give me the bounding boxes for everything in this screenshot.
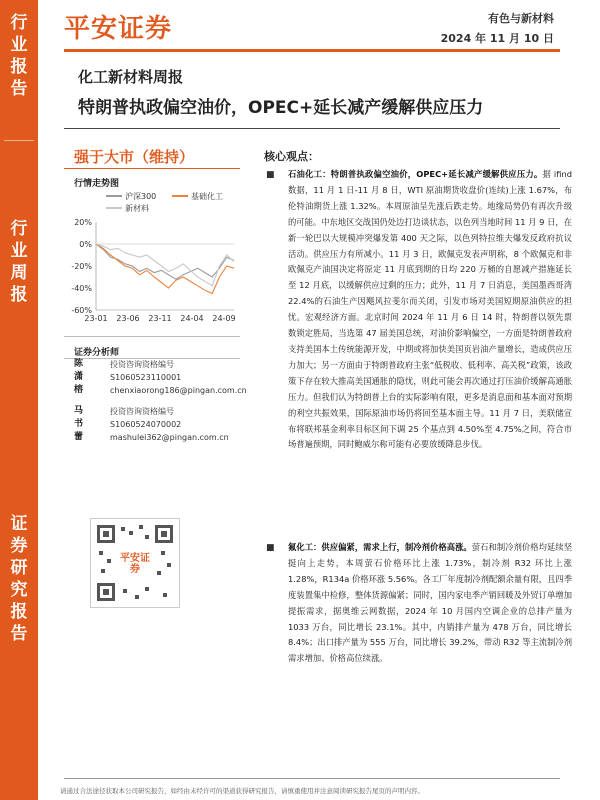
- paragraph-fluorochem-lead: 氟化工：供应偏紧，需求上行，制冷剂价格高涨。: [288, 542, 472, 552]
- chart-bottom-rule: [64, 336, 240, 337]
- series-line: [96, 244, 234, 279]
- sidebar-text-1: 行业报告: [10, 13, 28, 99]
- report-headline: 特朗普执政偏空油价，OPEC+延长减产缓解供应压力: [78, 98, 484, 118]
- sidebar-label-industry-report: [0, 12, 38, 100]
- trend-chart-title: 行情走势图: [74, 179, 120, 189]
- series-line: [96, 244, 234, 286]
- y-tick-label: -20%: [71, 262, 92, 271]
- paragraph-petrochem: [288, 167, 572, 453]
- analysts-title: 证券分析师: [74, 348, 120, 358]
- footer-rule: [64, 778, 560, 779]
- analyst-qual: 投资咨询资格编号: [110, 407, 174, 416]
- bullet-icon: ■: [266, 543, 275, 553]
- report-series-title: 化工新材料周报: [78, 68, 184, 86]
- sidebar-divider: [4, 140, 34, 141]
- analyst-name: 陈潇榕: [74, 359, 84, 395]
- y-tick-label: -40%: [71, 284, 92, 293]
- legend-label: 沪深300: [125, 192, 157, 201]
- sector-label: 有色与新材料: [488, 12, 554, 25]
- footer-disclaimer: 请通过合法途径获取本公司研究报告，如经由未经许可的渠道获得研究报告，请慎重使用并注意阅读研究报告尾页的声明内容。: [60, 787, 424, 795]
- qr-code[interactable]: [90, 518, 180, 608]
- y-tick-label: -60%: [71, 306, 92, 315]
- analyst-qual: 投资咨询资格编号: [110, 360, 174, 369]
- qr-center-logo: 平安证券: [120, 553, 150, 575]
- trend-chart: [62, 188, 240, 330]
- analyst-id: S1060523110001: [110, 373, 182, 382]
- x-tick-label: 24-09: [212, 314, 236, 323]
- analyst-info: [110, 405, 229, 444]
- paragraph-fluorochem-body: 萤石和制冷剂价格均延续坚挺向上走势，本周萤石价格环比上涨 1.73%，制冷剂 R32 环比上涨 1.28%，R134a 价格环涨 5.56%。各工厂年度制冷剂配额余量有限，且四季度装置集中检修，整体货源偏紧；同时，国内家电季产销回暖及外贸订单增加提振需求，据奥维云网数据，2024 年 10 月国内空调企业的总排产量为 1033 万台，同比增长 23.1%。其中，内销排产量为 478 万台，同比增长 8.4%；出口排产量为 555 万台，同比增长 39.2%，带动 R32 等主流制冷剂需求增加、价格高位续涨。: [288, 542, 572, 664]
- x-tick-label: 23-06: [116, 314, 140, 323]
- sidebar: [0, 0, 38, 800]
- analyst-id: S1060524070002: [110, 420, 182, 429]
- analyst-email[interactable]: mashulei362@pingan.com.cn: [110, 433, 229, 442]
- trend-chart-svg: [62, 188, 240, 330]
- y-tick-label: 0%: [79, 240, 92, 249]
- y-tick-label: 20%: [74, 218, 92, 227]
- sidebar-text-2: 行业周报: [10, 219, 28, 305]
- x-tick-label: 23-01: [84, 314, 108, 323]
- legend-label: 基础化工: [191, 192, 223, 201]
- paragraph-petrochem-body: 据 ifind 数据，11 月 1 日-11 月 8 日，WTI 原油期货收盘价(连续)上涨 1.67%，布伦特油期货上涨 1.32%。本周原油呈先涨后跌走势。地缘局势仍有再次升级的可能。中东地区交战国仍处边打边谈状态，以色列当地时间 11 月 9 日，在新一轮巴以大规模冲突爆发第 400 天之际，以色列特拉维夫爆发反政府抗议活动。供应压力有所减小。11 月 3 日，欧佩克发表声明称，8 个欧佩克和非欧佩克产油国决定将原定 11 月底到期的日均 220 万桶的自愿减产措施延长至 12 月底，以缓解供应过剩的压力；此外，11 月 7 日消息，美国墨西哥湾 22.4%的石油生产因飓风拉斐尔而关闭，引发市场对美国短期原油供应的担忧。宏观经济方面。北京时间 2024 年 11 月 6 日 14 时，特朗普以领先票数锁定胜局，当选第 47 届美国总统，对油价影响偏空，一方面是特朗普政府支持美国本土传统能源开发，中期或将加快美国页岩油产量增长，造成供应压力加大；另一方面由于特朗普政府主张“低税收、低利率、高关税”政策，该政策下存在较大推高美国通胀的隐忧，则此可能会再次通过打压油价缓解高通胀压力。但我们认为特朗普上台的实际影响有限，更多是消息面和基本面对预期的利空共振效果，国际原油市场仍将回至基本面主导。11 月 7 日，美联储宣布将联邦基金利率目标区间下调 25 个基点到 4.50%至 4.75%之间，符合市场普遍预期，同时鲍威尔称可能有必要放缓降息步伐。: [288, 169, 572, 450]
- analyst-email[interactable]: chenxiaorong186@pingan.com.cn: [110, 386, 247, 395]
- x-tick-label: 23-11: [148, 314, 172, 323]
- legend-label: 新材料: [125, 204, 149, 213]
- paragraph-petrochem-lead: 石油化工：特朗普执政偏空油价，OPEC+延长减产缓解供应压力。: [288, 169, 543, 179]
- sidebar-label-weekly: [0, 218, 38, 306]
- analyst-info: [110, 358, 247, 397]
- core-views-heading: 核心观点：: [264, 150, 319, 163]
- paragraph-fluorochem: [288, 540, 572, 667]
- bullet-icon: ■: [266, 170, 275, 180]
- sidebar-label-research: [0, 513, 38, 645]
- rating-rule: [64, 168, 240, 169]
- x-tick-label: 24-04: [180, 314, 204, 323]
- sidebar-text-3: 证券研究报告: [10, 514, 28, 644]
- rating-label: 强于大市（维持）: [74, 148, 195, 166]
- analyst-name: 马书蕾: [74, 406, 84, 442]
- title-rule: [64, 128, 560, 129]
- brand-logo: 平安证券: [64, 14, 173, 44]
- report-date: 2024 年 11 月 10 日: [440, 32, 554, 45]
- header-rule: [64, 49, 560, 52]
